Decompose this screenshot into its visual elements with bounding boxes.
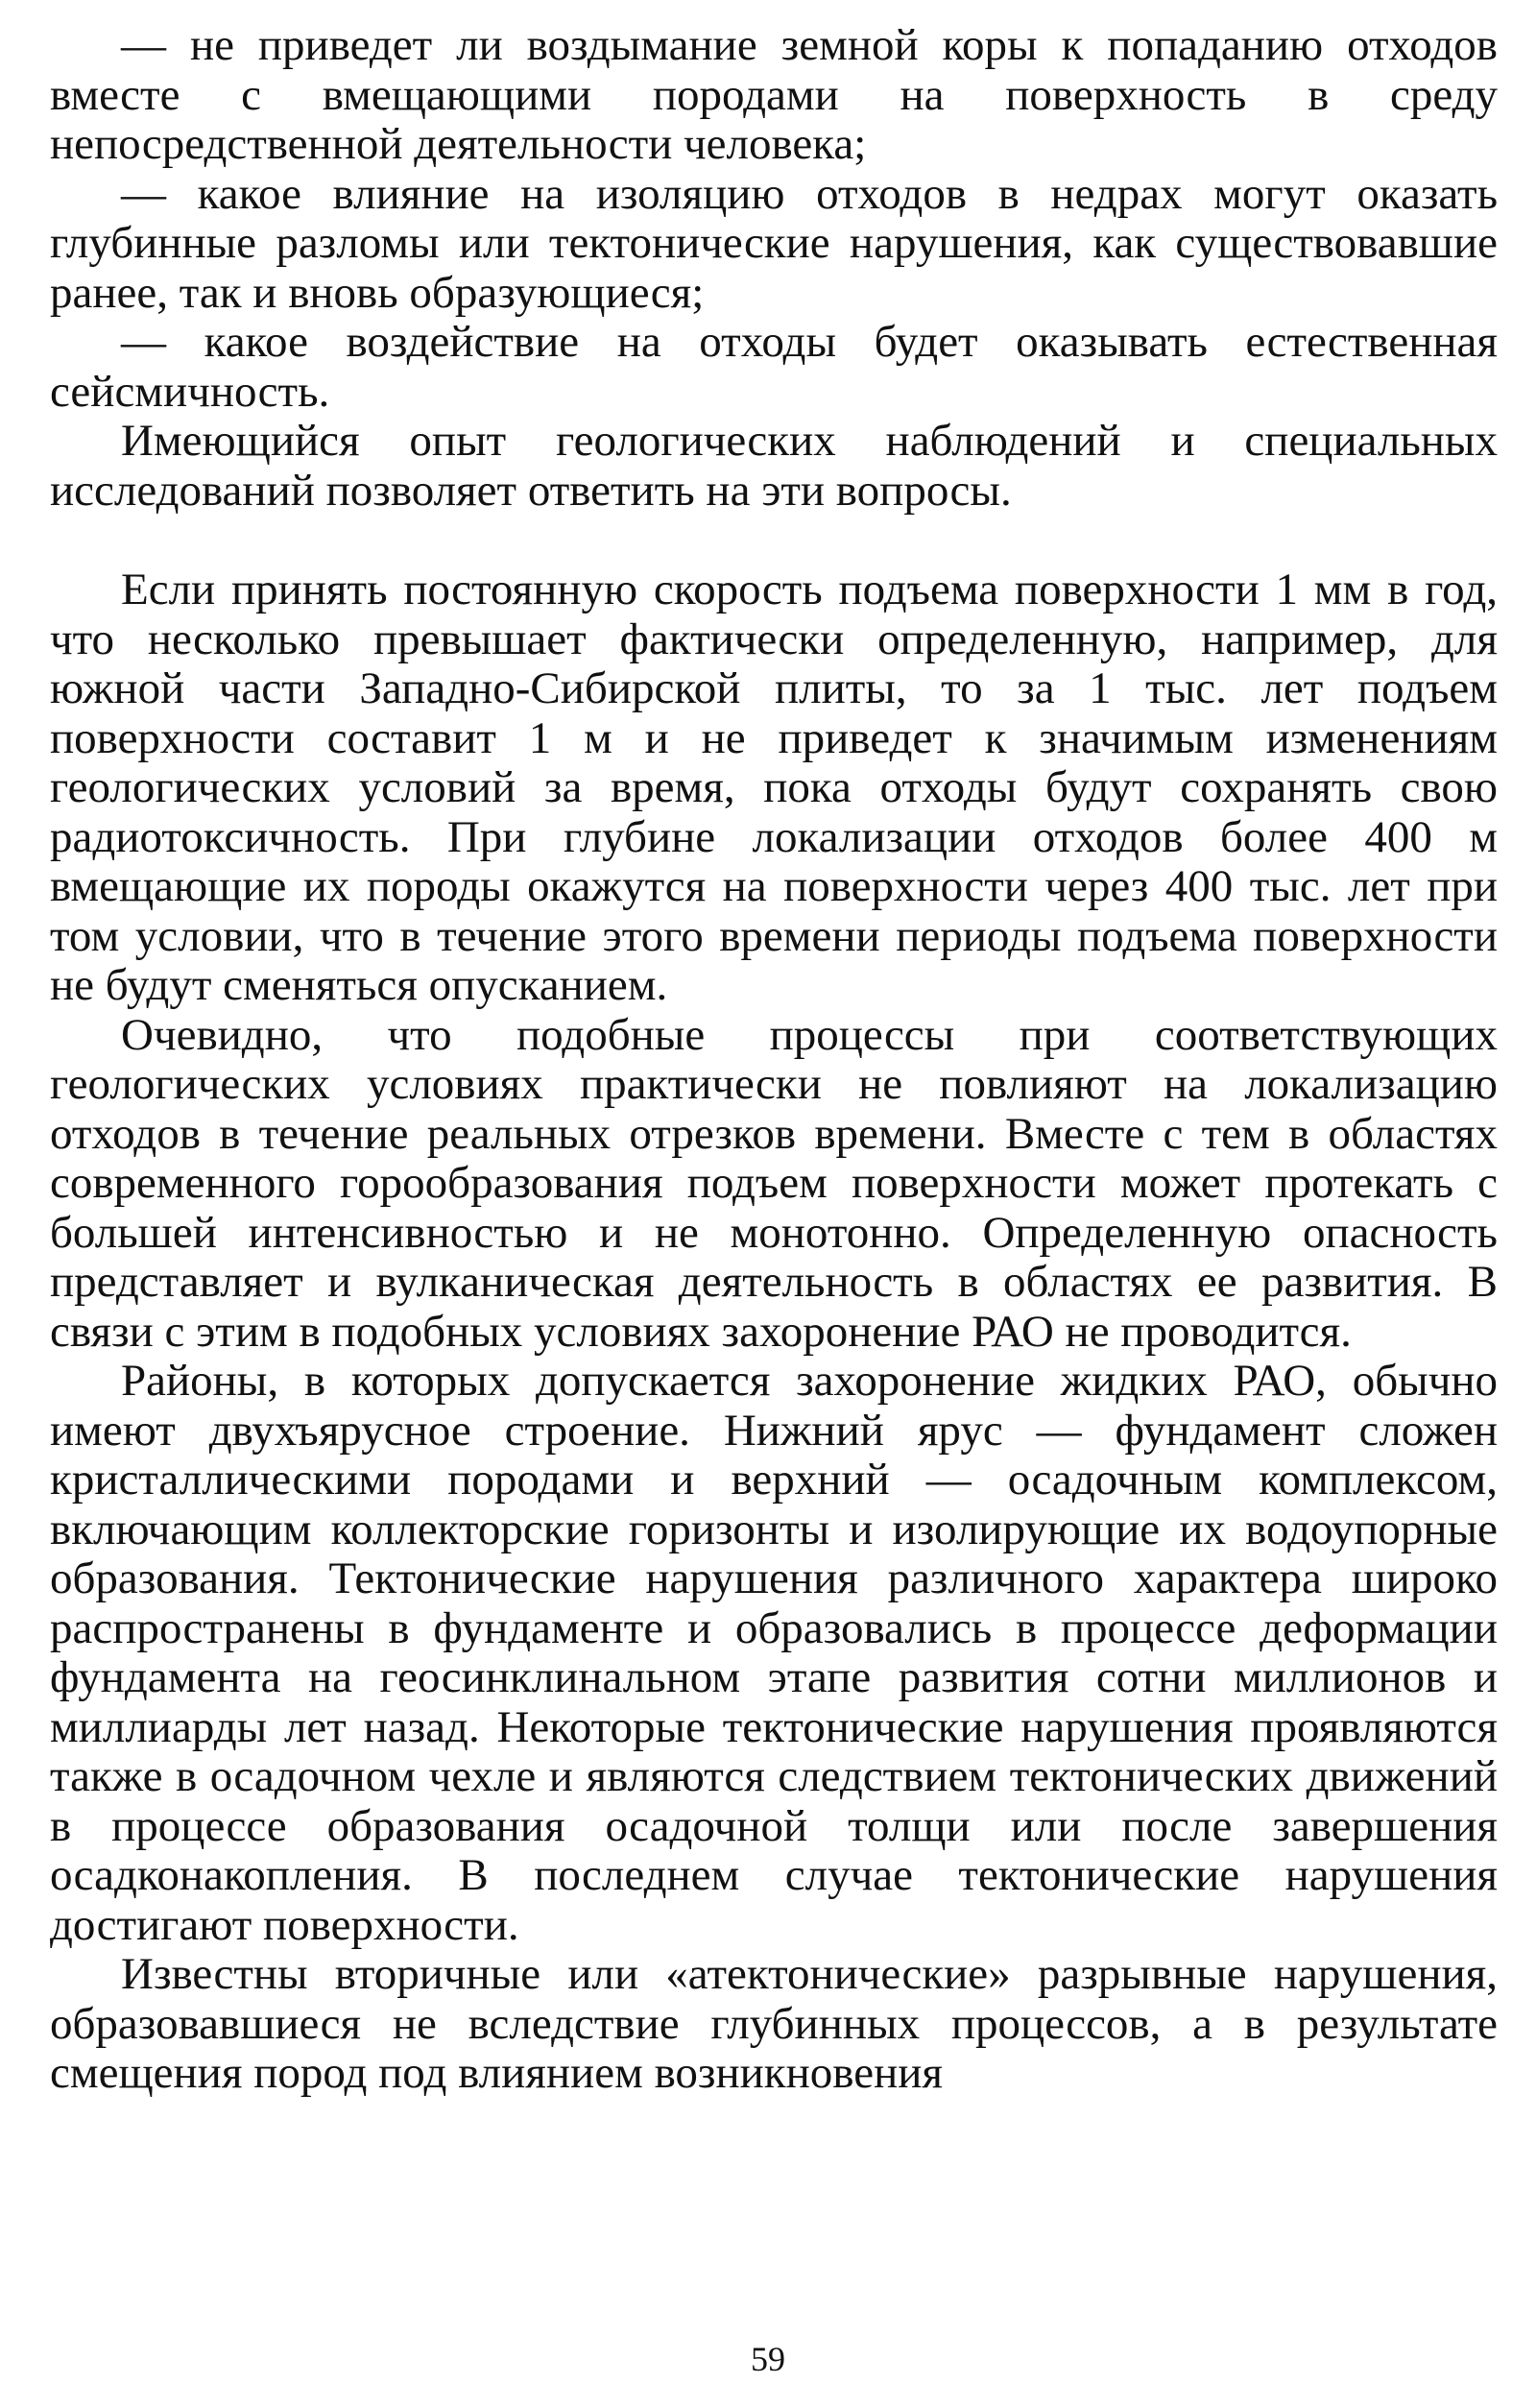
paragraph-two-tier-structure: Районы, в которых допускается захоронение жидких РАО, обычно имеют двухъярусное строение. Нижний ярус — фундамент сложен кристаллическими породами и верхний — осадочным комплексом, включающим коллекторские горизонты и изолирующие их водоупорные образования. Тектонические нарушения различного характера широко распространены в фундаменте и образовались в процессе деформации фундамента на геосинклинальном этапе развития сотни миллионов и миллиарды лет назад. Некоторые тектонические нарушения проявляются также в осадочном чехле и являются следствием тектонических движений в процессе образования осадочной толщи или после завершения осадконакопления. В последнем случае тектонические нарушения достигают поверхности. <box>50 1356 1498 1950</box>
dash-item-seismicity: — какое воздействие на отходы будет оказывать естественная сейсмичность. <box>50 317 1498 417</box>
paragraph-experience: Имеющийся опыт геологических наблюдений и специальных исследований позволяет ответить на эти вопросы. <box>50 416 1498 516</box>
paragraph-mountain-building: Очевидно, что подобные процессы при соответствующих геологических условиях практически не повлияют на локализацию отходов в течение реальных отрезков времени. Вместе с тем в областях современного горообразования подъем поверхности может протекать с большей интенсивностью и не монотонно. Определенную опасность представляет и вулканическая деятельность в областях ее развития. В связи с этим в подобных условиях захоронение РАО не проводится. <box>50 1009 1498 1357</box>
dash-item-faults: — какое влияние на изоляцию отходов в недрах могут оказать глубинные разломы или тектонические нарушения, как существовавшие ранее, так и вновь образующиеся; <box>50 168 1498 318</box>
section-gap <box>50 516 1498 566</box>
dash-item-erosion: — не приведет ли воздымание земной коры к попаданию отходов вместе с вмещающими породами на поверхность в среду непосредственной деятельности человека; <box>50 20 1498 169</box>
page-number: 59 <box>751 2340 785 2378</box>
paragraph-uplift-rate: Если принять постоянную скорость подъема поверхности 1 мм в год, что несколько превышает фактически определенную, например, для южной части Западно-Сибирской плиты, то за 1 тыс. лет подъем поверхности составит 1 м и не приведет к значимым изменениям геологических условий за время, пока отходы будут сохранять свою радиотоксичность. При глубине локализации отходов более 400 м вмещающие их породы окажутся на поверхности через 400 тыс. лет при том условии, что в течение этого времени периоды подъема поверхности не будут сменяться опусканием. <box>50 565 1498 1010</box>
page-body <box>50 21 1498 2099</box>
paragraph-secondary-faults: Известны вторичные или «атектонические» разрывные нарушения, образовавшиеся не вследствие глубинных процессов, а в результате смещения пород под влиянием возникновения <box>50 1949 1498 2098</box>
